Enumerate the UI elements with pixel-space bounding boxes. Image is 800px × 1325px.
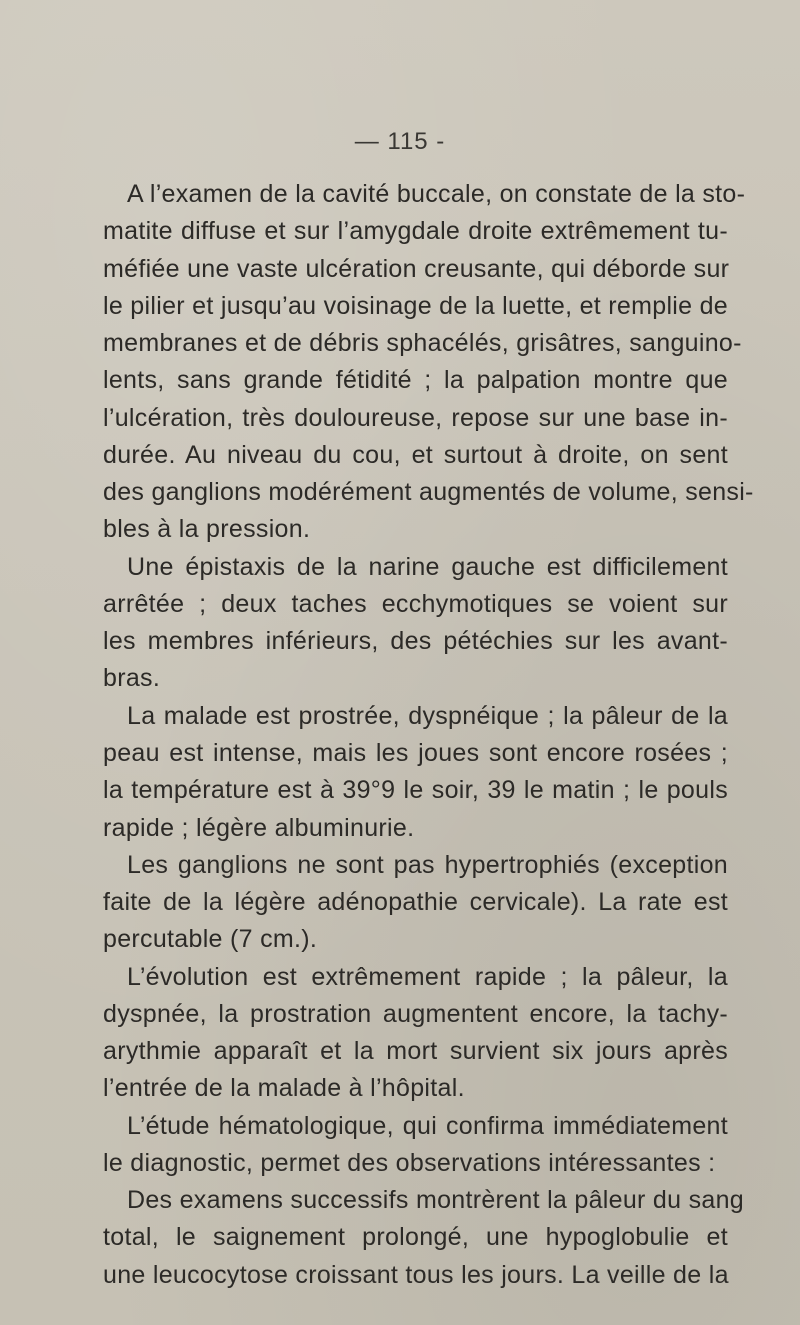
text-line: lents, sans grande fétidité ; la palpation montre que: [103, 366, 728, 395]
text-line: l’ulcération, très douloureuse, repose sur une base in-: [103, 403, 728, 432]
text-line: bras.: [103, 664, 161, 693]
text-line: A l’examen de la cavité buccale, on constate de la sto-: [127, 180, 746, 208]
text-line: Les ganglions ne sont pas hypertrophiés (exception: [127, 850, 728, 879]
text-line: l’entrée de la malade à l’hôpital.: [103, 1074, 465, 1103]
text-line: peau est intense, mais les joues sont encore rosées ;: [103, 738, 728, 767]
text-line: la température est à 39°9 le soir, 39 le matin ; le pouls: [103, 776, 728, 805]
text-line: une leucocytose croissant tous les jours. La veille de la: [103, 1260, 729, 1289]
text-line: le pilier et jusqu’au voisinage de la luette, et remplie de: [103, 291, 729, 320]
text-line: La malade est prostrée, dyspnéique ; la pâleur de la: [127, 701, 728, 730]
text-line: rapide ; légère albuminurie.: [103, 813, 415, 842]
page-number: — 115 -: [354, 128, 446, 155]
text-line: le diagnostic, permet des observations intéressantes :: [103, 1148, 716, 1177]
text-line: bles à la pression.: [103, 515, 311, 544]
text-line: percutable (7 cm.).: [103, 925, 318, 954]
text-line: méfiée une vaste ulcération creusante, qui déborde sur: [103, 254, 730, 283]
text-line: arrêtée ; deux taches ecchymotiques se voient sur: [103, 589, 728, 618]
text-line: les membres inférieurs, des pétéchies sur les avant-: [103, 627, 728, 656]
text-line: dyspnée, la prostration augmentent encore, la tachy-: [103, 999, 728, 1028]
body-text: [103, 176, 754, 1294]
text-line: durée. Au niveau du cou, et surtout à droite, on sent: [103, 440, 728, 469]
text-line: L’évolution est extrêmement rapide ; la pâleur, la: [127, 962, 728, 991]
text-line: L’étude hématologique, qui confirma immédiatement: [127, 1111, 728, 1140]
text-line: Une épistaxis de la narine gauche est difficilement: [127, 552, 728, 581]
text-line: membranes et de débris sphacélés, grisâtres, sanguino-: [103, 329, 742, 358]
text-line: faite de la légère adénopathie cervicale). La rate est: [103, 888, 728, 917]
text-line: des ganglions modérément augmentés de volume, sensi-: [103, 478, 754, 507]
text-line: arythmie apparaît et la mort survient six jours après: [103, 1037, 728, 1066]
text-line: total, le saignement prolongé, une hypoglobulie et: [103, 1223, 728, 1252]
text-line: Des examens successifs montrèrent la pâleur du sang: [127, 1186, 744, 1215]
text-line: matite diffuse et sur l’amygdale droite extrêmement tu-: [103, 217, 728, 246]
